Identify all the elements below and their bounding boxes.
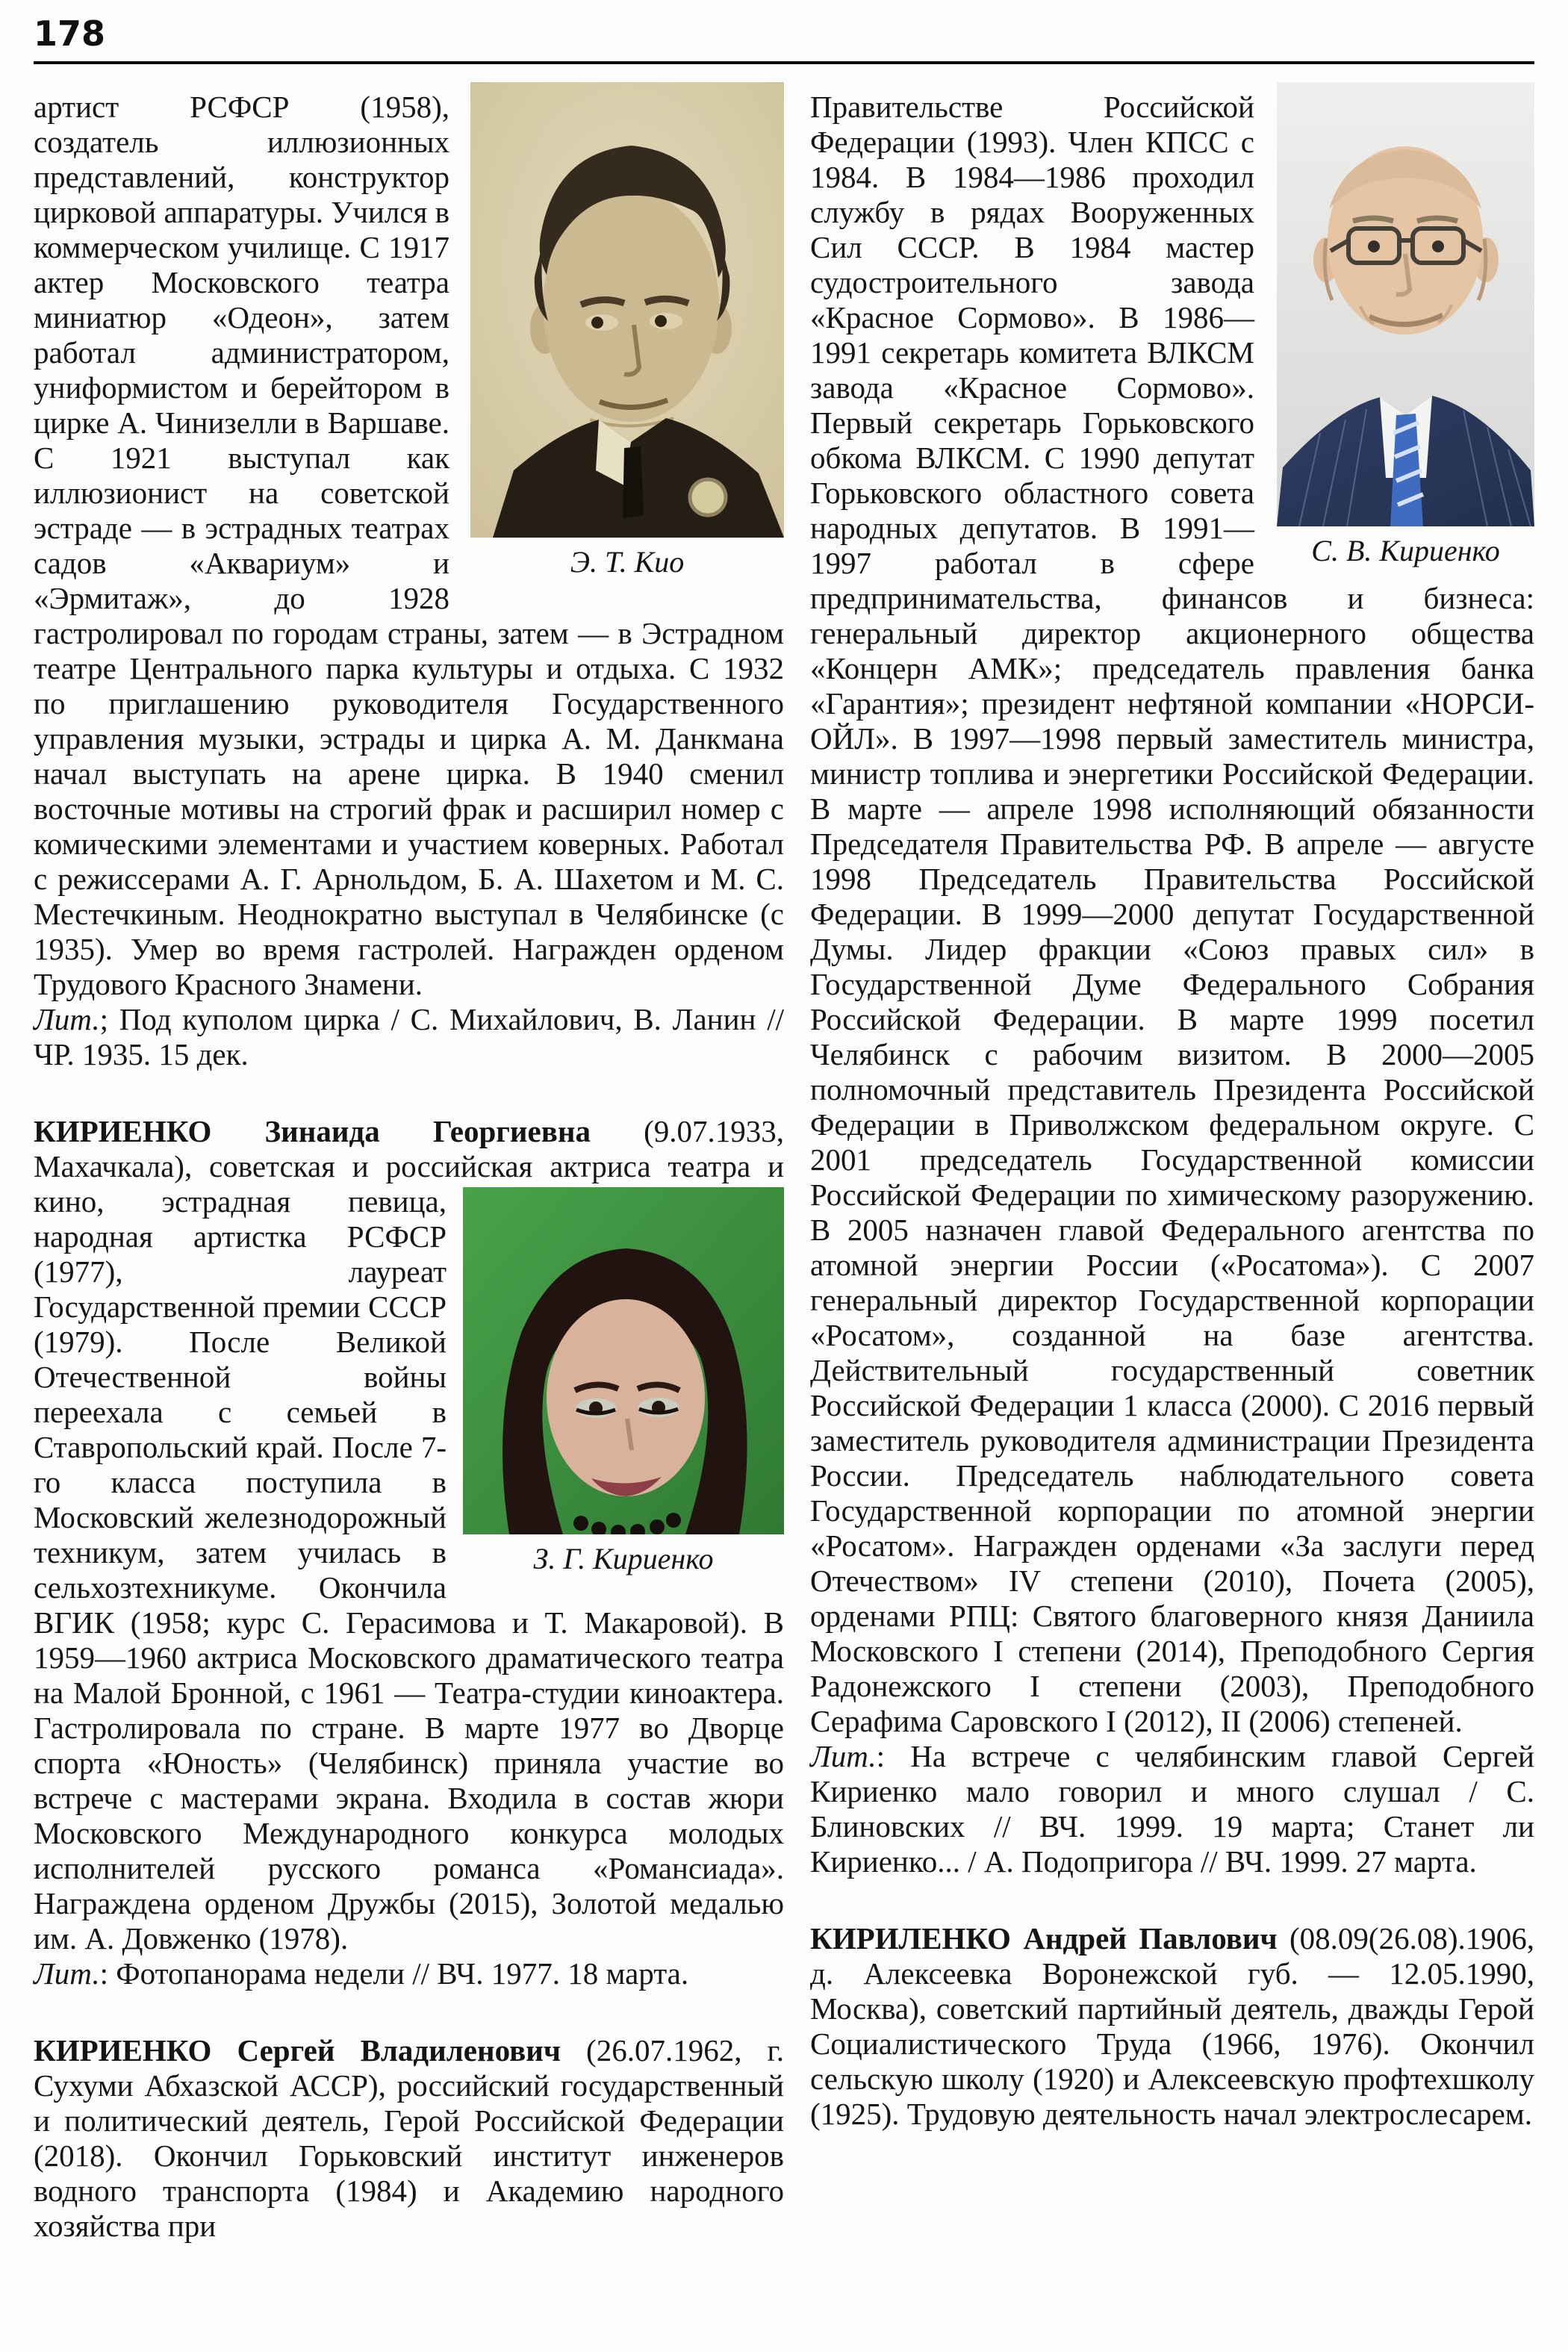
kirilenko-text: (08.09(26.08).1906, д. Алексеевка Воронежской губ. — 12.05.1990, Москва), советский партийный деятель, дважды Герой Социалистического Труда (1966, 1976). Окончил сельскую школу (1920) и Алексеевскую профтехшколу (1925). Трудовую деятельность начал электрослесарем. <box>810 1921 1534 2131</box>
kirilenko-headword: КИРИЛЕНКО Андрей Павлович <box>810 1921 1278 1956</box>
sv-eyebrow-right <box>1417 218 1457 221</box>
kio-body-text: артист РСФСР (1958), создатель иллюзионных представлений, конструктор цирковой аппаратуры. Учился в коммерческом училище. С 1917 актер Московского театра миниатюр «Одеон», затем работал администратором, униформистом и берейтором в цирке А. Чинизелли в Варшаве. С 1921 выступал как иллюзионист на советской эстраде — в эстрадных театрах садов «Аквариум» и «Эрмитаж», до 1928 гастролировал по городам страны, затем — в Эстрадном театре Центрального парка культуры и отдыха. С 1932 по приглашению руководителя Государственного управления музыки, эстрады и цирка А. М. Данкмана начал выступать на арене цирка. В 1940 сменил восточные мотивы на строгий фрак и расширил номер с комическими элементами и участием коверных. Работал с режиссерами А. Г. Арнольдом, Б. А. Шахетом и М. С. Местечкиным. Неоднократно выступал в Челябинске (с 1935). Умер во время гастролей. Награжден орденом Трудового Красного Знамени. <box>34 90 784 1001</box>
sv-lit-paragraph <box>810 1739 1534 1879</box>
sv-photo-caption: С. В. Кириенко <box>1311 534 1500 567</box>
sv-lit-text: : На встрече с челябинским главой Сергей Кириенко мало говорил и много слушал / С. Блиновских // ВЧ. 1999. 19 марта; Станет ли Кириенко... / А. Подопригора // ВЧ. 1999. 27 марта. <box>810 1739 1534 1879</box>
kio-portrait-photo <box>470 82 784 538</box>
left-column <box>34 90 784 2244</box>
kio-photo-figure <box>470 82 784 579</box>
sv-eye-right <box>1432 240 1444 252</box>
zg-photo-figure <box>463 1187 784 1576</box>
page-number: 178 <box>34 13 106 54</box>
entry-kirienko-sergey-continuation <box>810 90 1534 1879</box>
sv-body-paragraph <box>810 90 1534 1739</box>
kio-face <box>543 190 719 422</box>
entry-kirienko-sergey-start <box>34 2033 784 2244</box>
entry-kirienko-zinaida <box>34 1114 784 1991</box>
kio-eye-left <box>591 317 603 329</box>
zg-lead-text: (9.07.1933, Махачкала), советская и российская актриса <box>34 1114 784 1183</box>
kio-lapel-medal <box>690 479 726 515</box>
zg-lit-label: Лит. <box>34 1956 100 1991</box>
sv-eye-left <box>1368 240 1380 252</box>
sv-headword: КИРИЕНКО Сергей Владиленович <box>34 2033 561 2068</box>
zg-headword: КИРИЕНКО Зинаида Георгиевна <box>34 1114 591 1148</box>
zg-lit-paragraph <box>34 1956 784 1991</box>
zg-body-text: театра и кино, эстрадная певица, народная артистка РСФСР (1977), лауреат Государственной премии СССР (1979). После Великой Отечественной войны переехала с семьей в Ставропольский край. После 7-го класса поступила в Московский железнодорожный техникум, затем училась в сельхозтехникуме. Окончила ВГИК (1958; курс С. Герасимова и Т. Макаровой). В 1959—1960 актриса Московского драматического театра на Малой Бронной, с 1961 — Театра-студии киноактера. Гастролировала по стране. В марте 1977 во Дворце спорта «Юность» (Челябинск) приняла участие во встрече с мастерами экрана. Входила в состав жюри Московского Международного конкурса молодых исполнителей русского романса «Романсиада». Награждена орденом Дружбы (2015), Золотой медалью им. А. Довженко (1978). <box>34 1149 784 1956</box>
right-column <box>810 90 1534 2244</box>
sv-eyebrow-left <box>1353 218 1393 221</box>
kio-lit-paragraph <box>34 1002 784 1072</box>
entry-kirilenko-andrey <box>810 1921 1534 2132</box>
sv-lead-text: (26.07.1962, г. Сухуми Абхазской АССР), российский государственный и политический деятель, Герой Российской Федерации (2018). Окончил Горьковский институт инженеров водного транспорта (1984) и Академию народного хозяйства при <box>34 2033 784 2243</box>
sv-portrait-photo <box>1277 82 1534 526</box>
zg-face <box>547 1299 705 1496</box>
kio-tie <box>623 447 644 518</box>
kio-lit-label: Лит. <box>34 1002 100 1036</box>
kio-eye-right <box>655 315 667 327</box>
sv-lit-label: Лит. <box>810 1739 877 1773</box>
header-rule <box>34 61 1534 64</box>
kirilenko-paragraph <box>810 1921 1534 2132</box>
kio-lit-text: ; Под куполом цирка / С. Михайлович, В. Ланин // ЧР. 1935. 15 дек. <box>34 1002 784 1071</box>
zg-lit-text: : Фотопанорама недели // ВЧ. 1977. 18 марта. <box>99 1956 689 1991</box>
sv-lead-paragraph <box>34 2033 784 2244</box>
sv-photo-figure <box>1277 82 1534 568</box>
entry-kio <box>34 90 784 1072</box>
zg-portrait-photo <box>463 1187 784 1534</box>
zg-body-paragraph <box>34 1114 784 1956</box>
sv-body-text: Правительстве Российской Федерации (1993). Член КПСС с 1984. В 1984—1986 проходил службу в рядах Вооруженных Сил СССР. В 1984 мастер судостроительного завода «Красное Сормово». В 1986—1991 секретарь комитета ВЛКСМ завода «Красное Сормово». Первый секретарь Горьковского обкома ВЛКСМ. С 1990 депутат Горьковского областного совета народных депутатов. В 1991—1997 работал в сфере предпринимательства, финансов и бизнеса: генеральный директор акционерного общества «Концерн АМК»; председатель правления банка «Гарантия»; президент нефтяной компании «НОРСИ-ОЙЛ». В 1997—1998 первый заместитель министра, министр топлива и энергетики Российской Федерации. В марте — апреле 1998 исполняющий обязанности Председателя Правительства РФ. В апреле — августе 1998 Председатель Правительства Российской Федерации. В 1999—2000 депутат Государственной Думы. Лидер фракции «Союз правых сил» в Государственной Думе Федерального Собрания Российской Федерации. В марте 1999 посетил Челябинск с рабочим визитом. В 2000—2005 полномочный представитель Президента Российской Федерации в Приволжском федеральном округе. С 2001 председатель Государственной комиссии Российской Федерации по химическому разоружению. В 2005 назначен главой Федерального агентства по атомной энергии России («Росатома»). С 2007 генеральный директор Государственной корпорации «Росатом», созданной на базе агентства. Действительный государственный советник Российской Федерации 1 класса (2000). С 2016 первый заместитель руководителя администрации Президента России. Председатель наблюдательного совета Государственной корпорации по атомной энергии «Росатом». Награжден орденами «За заслуги перед Отечеством» IV степени (2010), Почета (2005), орденами РПЦ: Святого благоверного князя Даниила Московского I степени (2014), Преподобного Сергия Радонежского I степени (2003), Преподобного Серафима Саровского I (2012), II (2006) степеней. <box>810 90 1534 1738</box>
zg-photo-caption: З. Г. Кириенко <box>533 1542 714 1575</box>
page-body <box>34 90 1534 2244</box>
kio-photo-caption: Э. Т. Кио <box>570 545 685 579</box>
